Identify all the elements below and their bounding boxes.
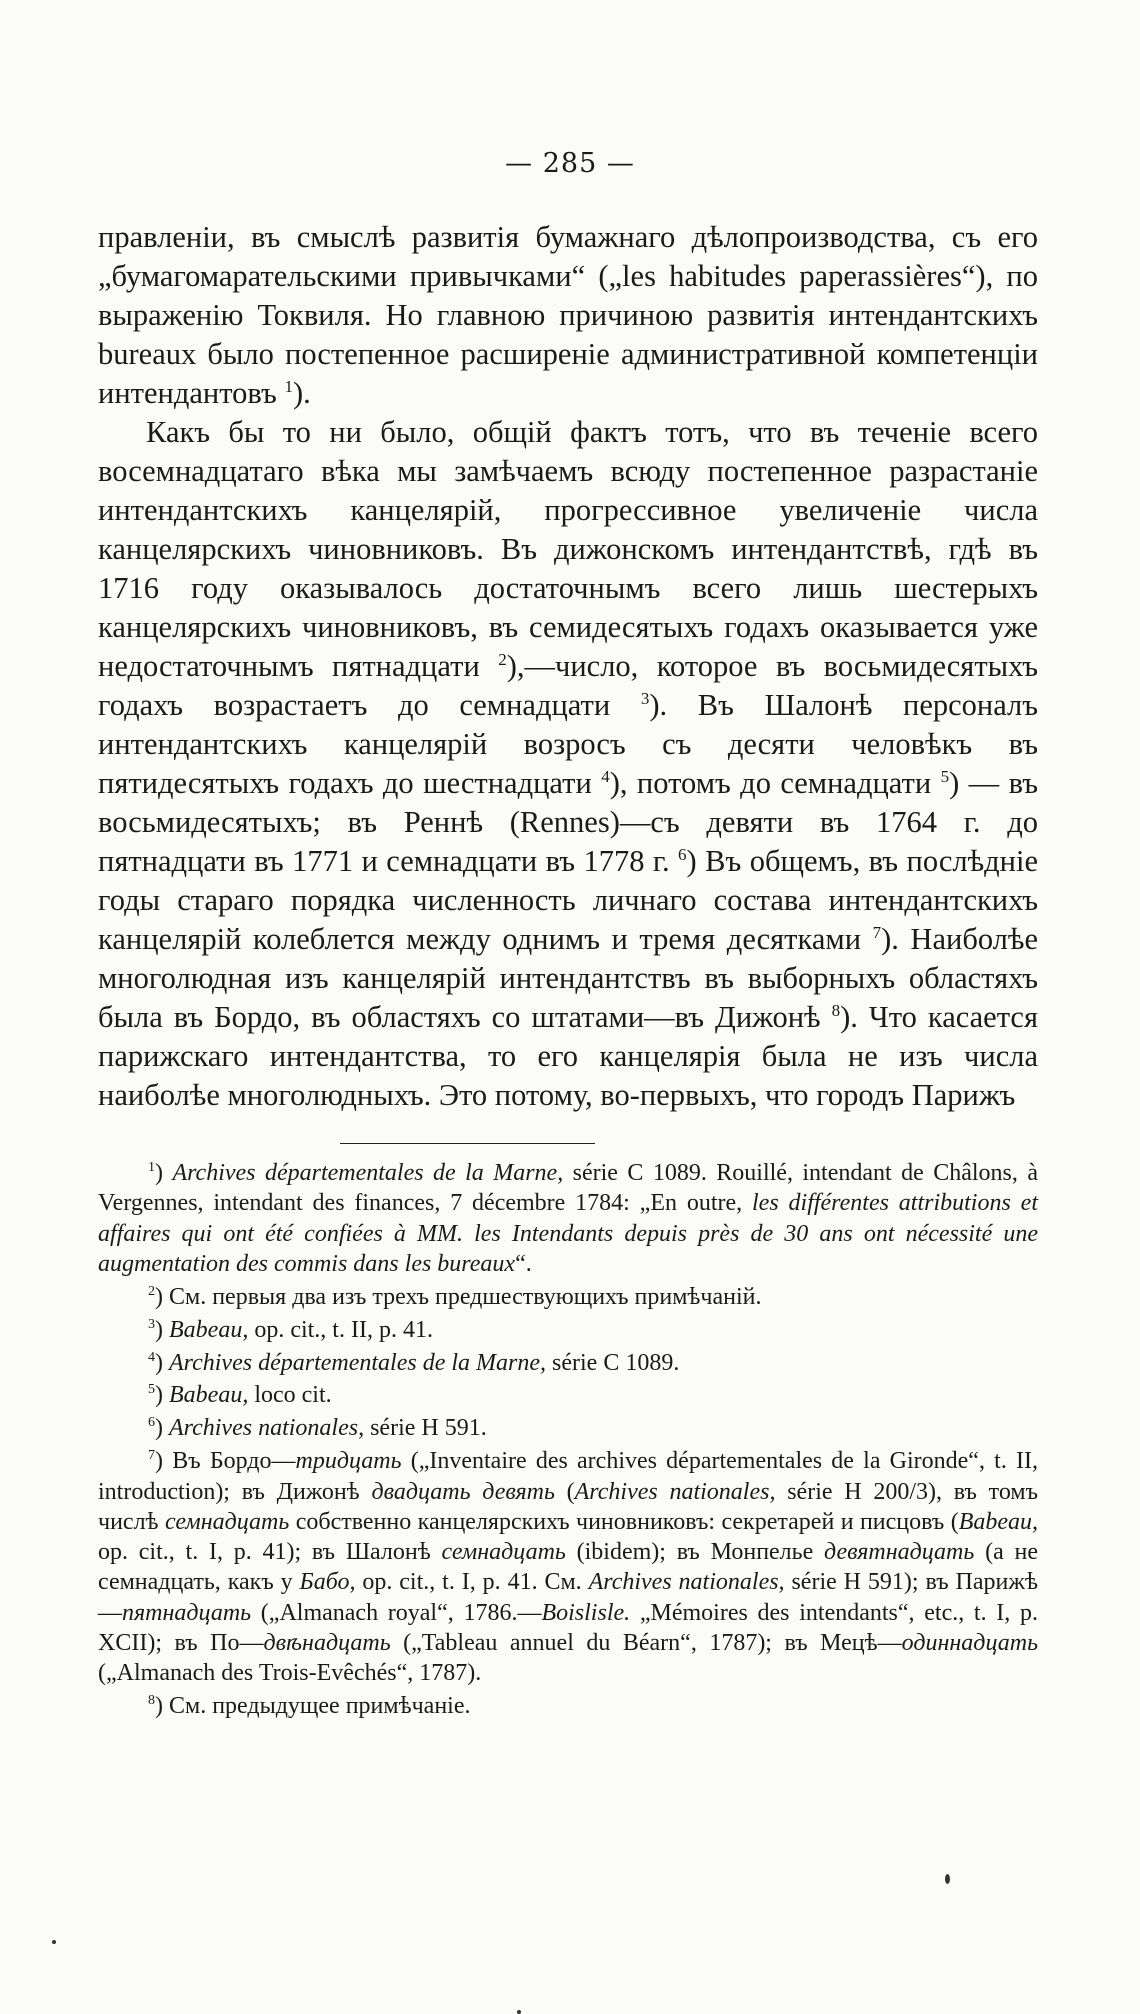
footnote-5: $^5$) Babeau, loco cit.	[148, 1382, 332, 1409]
footnote-ref-2: 2	[498, 649, 507, 669]
footnote-ref-1: 1	[284, 376, 293, 396]
footnotes	[98, 1158, 1038, 1724]
footnote-6: $^6$) Archives nationales, série H 591.	[148, 1415, 487, 1442]
footnote-ref-6: 6	[678, 844, 687, 864]
ink-speck	[517, 2010, 521, 2014]
main-text	[98, 218, 1038, 1115]
footnote-ref-7: 7	[872, 922, 882, 942]
footnote-1: $^1$) Archives départementales de la Marne, série C 1089. Rouillé, intendant de Châlons, à Vergennes, intendant des finances, 7 décembre 1784: „En outre, les différentes attributions et affaires qui ont été confiées à MM. les Intendants depuis près de 30 ans ont nécessité une augmentation des commis dans les bureaux“.	[98, 1160, 1038, 1277]
page-number: — 285 —	[505, 148, 635, 179]
paragraph-1: правленіи, въ смыслѣ развитія бумажнаго дѣлопроизводства, съ его „бумагомарательскими привычками“ („les habitudes paperassières“), по выраженію Токвиля. Но главною причиною развитія интендантскихъ bureaux было постепенное расширеніе административной компетенціи интендантовъ $^1$).	[98, 220, 1038, 410]
ink-speck	[945, 1874, 950, 1884]
footnote-8: $^8$) См. предыдущее примѣчаніе.	[148, 1693, 471, 1720]
footnote-2: $^2$) См. первыя два изъ трехъ предшествующихъ примѣчаній.	[148, 1283, 762, 1310]
footnote-ref-8: 8	[831, 1000, 841, 1020]
footnote-ref-4: 4	[601, 766, 610, 786]
footnote-ref-3: 3	[640, 688, 650, 708]
footnote-separator	[340, 1143, 595, 1144]
ink-speck	[52, 1940, 56, 1944]
paragraph-2: Какъ бы то ни было, общій фактъ тотъ, что въ теченіе всего восемнадцатаго вѣка мы замѣчаемъ всюду постепенное разрастаніе интендантскихъ канцелярій, прогрессивное увеличеніе числа канцелярскихъ чиновниковъ. Въ дижонскомъ интендантствѣ, гдѣ въ 1716 году оказывалось достаточнымъ всего лишь шестерыхъ канцелярскихъ чиновниковъ, въ семидесятыхъ годахъ оказывается уже недостаточнымъ пятнадцати $^2$),—число, которое въ восьмидесятыхъ годахъ возрастаетъ до семнадцати $^3$). Въ Шалонѣ персоналъ интендантскихъ канцелярій возросъ съ десяти человѣкъ въ пятидесятыхъ годахъ до шестнадцати $^4$), потомъ до семнадцати $^5$) — въ восьмидесятыхъ; въ Реннѣ (Rennes)—съ девяти въ 1764 г. до пятнадцати въ 1771 и семнадцати въ 1778 г. $^6$) Въ общемъ, въ послѣдніе годы стараго порядка численность личнаго состава интендантскихъ канцелярій колеблется между однимъ и тремя десятками $^7$). Наиболѣе многолюдная изъ канцелярій интендантствъ въ выборныхъ областяхъ была въ Бордо, въ областяхъ со штатами—въ Дижонѣ $^8$). Что касается парижскаго интендантства, то его канцелярія была не изъ числа наиболѣе многолюдныхъ. Это потому, во-первыхъ, что городъ Парижъ	[98, 415, 1039, 1112]
footnote-ref-5: 5	[940, 766, 950, 786]
footnote-4: $^4$) Archives départementales de la Marne, série C 1089.	[148, 1349, 680, 1376]
footnote-7: $^7$) Въ Бордо—тридцать („Inventaire des archives départementales de la Gironde“, t. II, introduction); въ Дижонѣ двадцать девять (Archives nationales, série H 200/3), въ томъ числѣ семнадцать собственно канцелярскихъ чиновниковъ: секретарей и писцовъ (Babeau, op. cit., t. I, p. 41); въ Шалонѣ семнадцать (ibidem); въ Монпелье девятнадцать (а не семнадцать, какъ у Бабо, op. cit., t. I, p. 41. См. Archives nationales, série H 591); въ Парижѣ—пятнадцать („Almanach royal“, 1786.—Boislisle. „Mémoires des intendants“, etc., t. I, p. XCII); въ По—двѣнадцать („Tableau annuel du Béarn“, 1787); въ Мецѣ—одиннадцать („Almanach des Trois-Evêchés“, 1787).	[98, 1448, 1039, 1687]
footnote-3: $^3$) Babeau, op. cit., t. II, p. 41.	[148, 1316, 433, 1343]
